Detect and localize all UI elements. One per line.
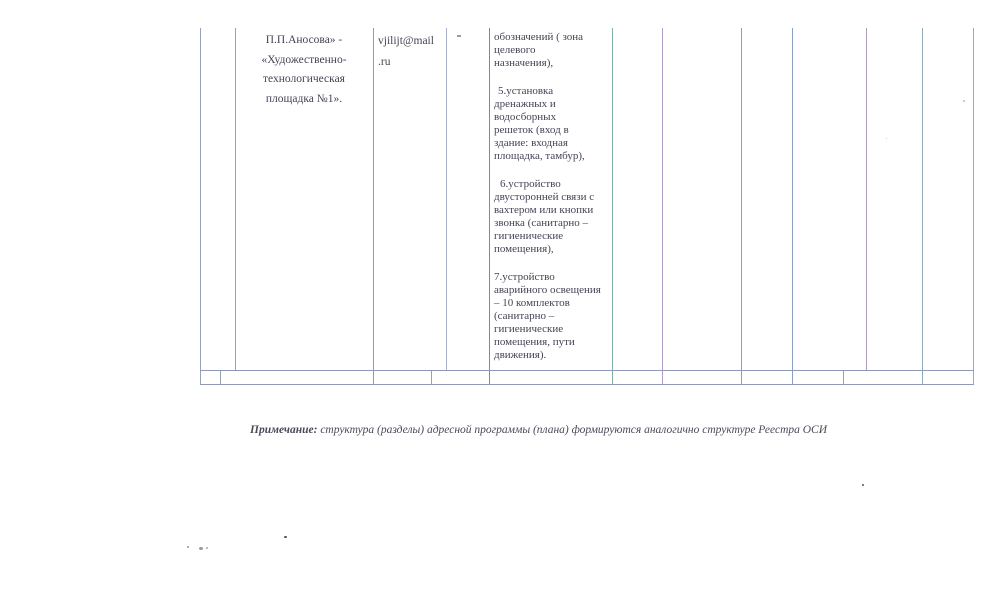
table-border-left — [200, 28, 201, 384]
table-bottom-border — [200, 384, 974, 385]
scan-speck — [886, 138, 887, 139]
table-column-line — [489, 28, 490, 384]
measure-line: 6.устройство — [500, 178, 561, 190]
table-column-line — [866, 28, 867, 370]
scan-speck — [187, 546, 189, 548]
table-bottom-row-divider — [431, 370, 432, 384]
table-bottom-row-divider — [843, 370, 844, 384]
measure-line: помещения), — [494, 243, 554, 255]
measure-line: аварийного освещения — [494, 284, 601, 296]
email-line: vjilijt@mail — [378, 35, 434, 47]
organization-name-cell — [240, 31, 368, 109]
measure-item-7 — [494, 271, 608, 362]
scan-speck — [199, 547, 203, 550]
table-border-right — [973, 28, 974, 384]
scan-speck — [862, 484, 864, 486]
table-bottom-row-divider — [220, 370, 221, 384]
organization-name-line: технологическая — [263, 73, 345, 85]
measure-line: звонка (санитарно – — [494, 217, 588, 229]
table-column-line — [922, 28, 923, 384]
measure-line: назначения), — [494, 57, 554, 69]
measure-line: водосборных — [494, 111, 557, 123]
measure-item-5 — [494, 85, 608, 163]
measure-line: двусторонней связи с — [494, 191, 595, 203]
measure-line: обозначений ( зона — [494, 31, 584, 43]
organization-name-line: П.П.Аносова» - — [265, 34, 343, 46]
table-column-line — [741, 28, 742, 384]
email-line: .ru — [378, 56, 391, 68]
measure-line: движения). — [494, 349, 547, 361]
measure-line: – 10 комплектов — [494, 297, 570, 309]
organization-name-line: «Художественно- — [261, 53, 347, 66]
scan-mark — [457, 35, 461, 37]
measure-line: дренажных и — [494, 98, 556, 110]
measure-line: здание: входная — [494, 137, 568, 149]
measure-line: гигиенические — [494, 230, 564, 242]
measure-line: площадка, тамбур), — [494, 150, 585, 162]
measure-line: помещения, пути — [494, 336, 575, 348]
table-column-line — [235, 28, 236, 370]
measure-line: целевого — [494, 44, 536, 56]
footnote-label: Примечание: — [250, 424, 318, 436]
table-column-line — [612, 28, 613, 384]
footnote — [250, 424, 827, 436]
measure-item-6 — [494, 178, 608, 256]
measure-line: 5.установка — [498, 85, 554, 97]
measure-line: гигиенические — [494, 323, 564, 335]
table-row-separator — [200, 370, 974, 371]
table-column-line — [662, 28, 663, 384]
measures-cell — [494, 31, 608, 362]
footnote-text: структура (разделы) адресной программы (плана) формируются аналогично структуре Реестра ОСИ — [317, 424, 828, 436]
measure-line: решеток (вход в — [494, 124, 569, 136]
measure-line: вахтером или кнопки — [494, 204, 594, 216]
measure-line: 7.устройство — [494, 271, 555, 283]
measure-line: (санитарно – — [494, 310, 555, 322]
table-column-line — [792, 28, 793, 384]
scan-speck — [206, 547, 208, 549]
measure-item-3 — [494, 31, 608, 70]
scan-speck — [963, 100, 965, 102]
table-column-line — [446, 28, 447, 370]
email-cell — [378, 31, 444, 73]
table-column-line — [373, 28, 374, 384]
organization-name-line: площадка №1». — [265, 92, 343, 105]
scan-speck — [284, 536, 287, 538]
